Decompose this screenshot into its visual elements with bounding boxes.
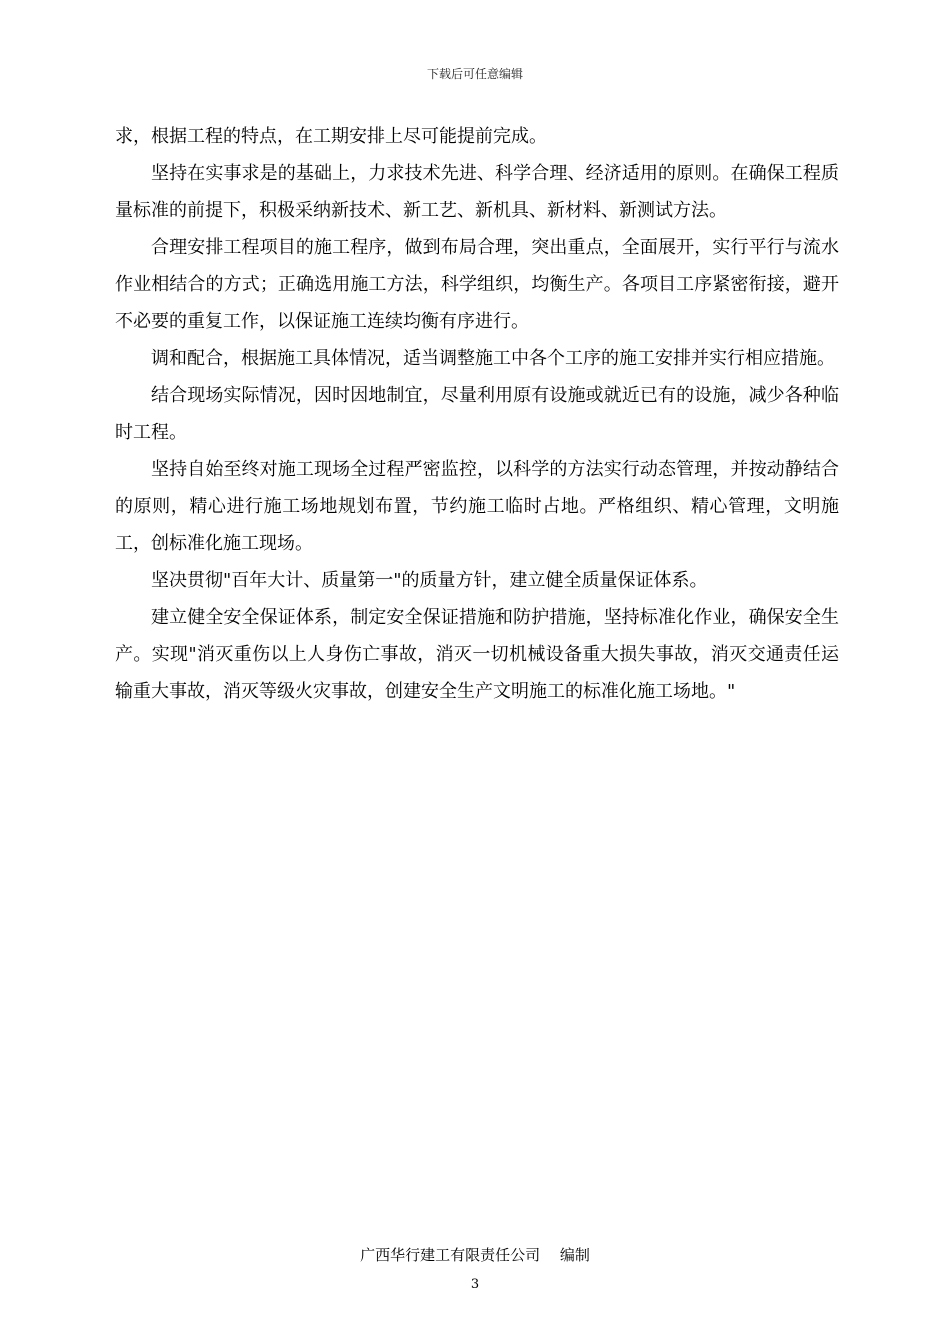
page-footer: 广西华行建工有限责任公司 编制 [360,1246,590,1264]
page-number: 3 [470,1277,480,1292]
paragraph-6: 坚持自始至终对施工现场全过程严密监控，以科学的方法实行动态管理，并按动静结合的原则，精心进行施工场地规划布置，节约施工临时占地。严格组织、精心管理，文明施工，创标准化施工现场。 [115,459,839,554]
paragraph-4: 调和配合，根据施工具体情况，适当调整施工中各个工序的施工安排并实行相应措施。 [151,348,835,369]
paragraph-2: 坚持在实事求是的基础上，力求技术先进、科学合理、经济适用的原则。在确保工程质量标准的前提下，积极采纳新技术、新工艺、新机具、新材料、新测试方法。 [115,163,839,221]
paragraph-3: 合理安排工程项目的施工程序，做到布局合理，突出重点，全面展开，实行平行与流水作业相结合的方式；正确选用施工方法，科学组织，均衡生产。各项目工序紧密衔接，避开不必要的重复工作，以保证施工连续均衡有序进行。 [115,237,839,332]
paragraph-8: 建立健全安全保证体系，制定安全保证措施和防护措施，坚持标准化作业，确保安全生产。实现"消灭重伤以上人身伤亡事故，消灭一切机械设备重大损失事故，消灭交通责任运输重大事故，消灭等级火灾事故，创建安全生产文明施工的标准化施工场地。" [115,607,839,702]
paragraph-7: 坚决贯彻"百年大计、质量第一"的质量方针，建立健全质量保证体系。 [151,570,708,591]
paragraph-5: 结合现场实际情况，因时因地制宜，尽量利用原有设施或就近已有的设施，减少各种临时工程。 [115,385,839,443]
page-header: 下载后可任意编辑 [426,67,523,81]
document-body [115,118,839,710]
paragraph-1: 求，根据工程的特点，在工期安排上尽可能提前完成。 [115,126,547,147]
